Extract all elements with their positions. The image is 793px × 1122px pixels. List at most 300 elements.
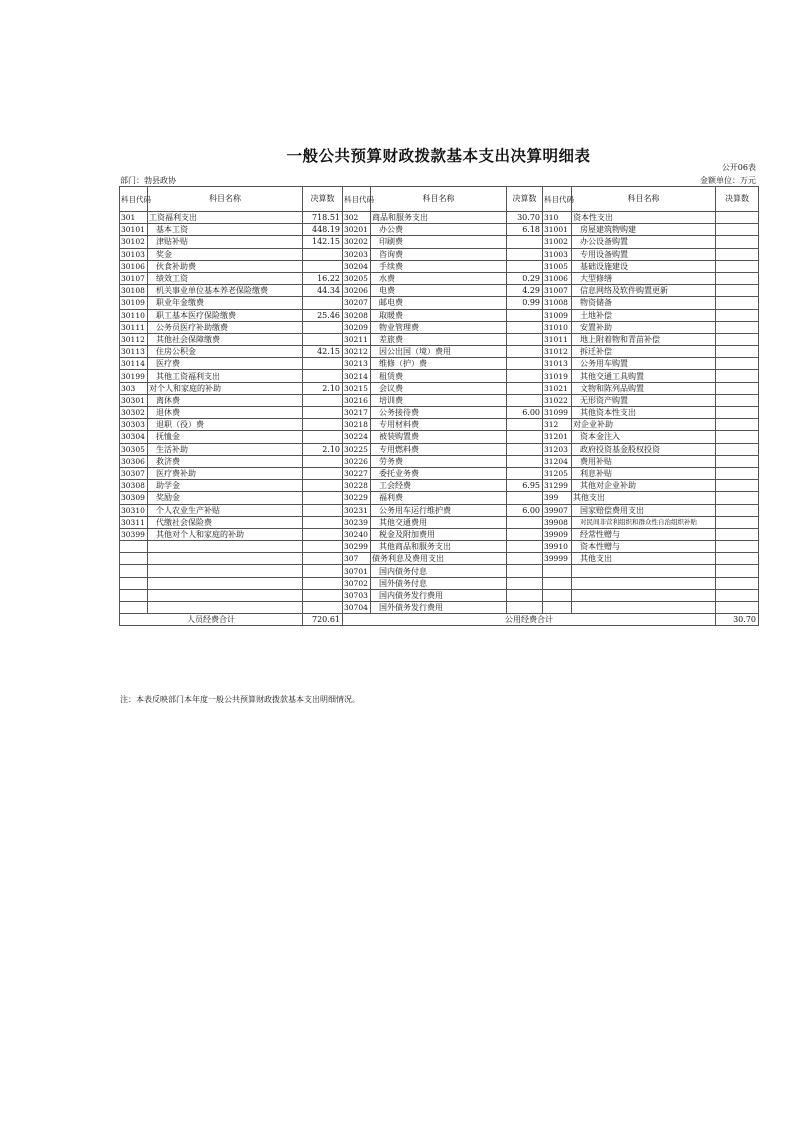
table-row (120, 565, 759, 577)
amount-value (303, 480, 343, 492)
amount-value (507, 553, 543, 565)
subject-code: 30212 (343, 346, 371, 358)
amount-value (507, 577, 543, 589)
table-body (120, 212, 759, 614)
subject-code: 312 (543, 419, 572, 431)
subject-code: 30102 (120, 236, 148, 248)
amount-value: 25.46 (303, 309, 343, 321)
amount-value (716, 309, 759, 321)
amount-value: 30.70 (507, 212, 543, 224)
subject-name: 手续费 (371, 260, 507, 272)
subject-name: 经常性赠与 (572, 528, 716, 540)
amount-value (303, 297, 343, 309)
subject-code: 30224 (343, 431, 371, 443)
subject-name: 物业管理费 (371, 321, 507, 333)
amount-value (507, 346, 543, 358)
subject-name (572, 602, 716, 614)
amount-value (507, 333, 543, 345)
subject-code: 39909 (543, 528, 572, 540)
subject-name: 因公出国（境）费用 (371, 346, 507, 358)
amount-value (716, 602, 759, 614)
subject-name: 资本性赠与 (572, 541, 716, 553)
amount-value (303, 248, 343, 260)
table-row (120, 224, 759, 236)
subject-code: 30101 (120, 224, 148, 236)
subject-name: 国内债务发行费用 (371, 589, 507, 601)
amount-value (303, 455, 343, 467)
amount-value (716, 248, 759, 260)
report-title: 一般公共预算财政拨款基本支出决算明细表 (286, 147, 591, 165)
amount-value (303, 577, 343, 589)
subject-code: 30201 (343, 224, 371, 236)
footnote: 注：本表反映部门本年度一般公共预算财政拨款基本支出明细情况。 (120, 695, 360, 704)
table-row (120, 394, 759, 406)
amount-value (716, 333, 759, 345)
amount-value: 718.51 (303, 212, 343, 224)
subject-code: 30112 (120, 333, 148, 345)
amount-value: 448.19 (303, 224, 343, 236)
amount-value (303, 602, 343, 614)
subject-name: 退职（役）费 (148, 419, 303, 431)
amount-value (507, 589, 543, 601)
table-row (120, 419, 759, 431)
subject-name: 医疗费 (148, 358, 303, 370)
header-amount-2: 决算数 (507, 187, 543, 212)
subject-name: 奖金 (148, 248, 303, 260)
amount-value: 0.29 (507, 272, 543, 284)
subject-code: 30215 (343, 382, 371, 394)
personnel-total-value: 720.61 (303, 614, 343, 626)
table-row (120, 516, 759, 528)
subject-name: 国外债务付息 (371, 577, 507, 589)
subject-name: 伙食补助费 (148, 260, 303, 272)
header-code-2: 科目代码 (343, 187, 371, 212)
subject-name: 医疗费补助 (148, 467, 303, 479)
subject-name (148, 577, 303, 589)
subject-name: 专用燃料费 (371, 443, 507, 455)
header-amount-1: 决算数 (303, 187, 343, 212)
amount-value (303, 565, 343, 577)
subject-code: 30214 (343, 370, 371, 382)
amount-value (716, 431, 759, 443)
amount-value: 44.34 (303, 285, 343, 297)
subject-name: 无形资产购置 (572, 394, 716, 406)
subject-code (543, 589, 572, 601)
subject-code: 30311 (120, 516, 148, 528)
amount-value (303, 516, 343, 528)
subject-name: 其他商品和服务支出 (371, 541, 507, 553)
subject-code: 30704 (343, 602, 371, 614)
subject-code (120, 577, 148, 589)
amount-value (303, 370, 343, 382)
subject-name: 大型修缮 (572, 272, 716, 284)
table-row (120, 467, 759, 479)
subject-name: 房屋建筑物购建 (572, 224, 716, 236)
subject-name: 会议费 (371, 382, 507, 394)
subject-name: 职工基本医疗保险缴费 (148, 309, 303, 321)
subject-code: 39999 (543, 553, 572, 565)
table-row (120, 504, 759, 516)
amount-value (507, 248, 543, 260)
subject-name: 印刷费 (371, 236, 507, 248)
amount-value: 6.18 (507, 224, 543, 236)
amount-value (716, 346, 759, 358)
table-row (120, 541, 759, 553)
subject-code: 30202 (343, 236, 371, 248)
amount-value (716, 382, 759, 394)
subject-name: 离休费 (148, 394, 303, 406)
table-row (120, 528, 759, 540)
amount-value (716, 224, 759, 236)
amount-value: 42.15 (303, 346, 343, 358)
amount-value (303, 431, 343, 443)
subject-name: 文物和陈列品购置 (572, 382, 716, 394)
subject-code: 30308 (120, 480, 148, 492)
subject-name: 津贴补贴 (148, 236, 303, 248)
amount-value (716, 236, 759, 248)
header-name-3: 科目名称 (572, 187, 716, 212)
amount-value (303, 589, 343, 601)
subject-code: 31005 (543, 260, 572, 272)
amount-value: 0.99 (507, 297, 543, 309)
amount-value (303, 407, 343, 419)
subject-name: 其他交通费用 (371, 516, 507, 528)
subject-name: 国内债务付息 (371, 565, 507, 577)
subject-code: 31001 (543, 224, 572, 236)
table-row (120, 272, 759, 284)
subject-name: 机关事业单位基本养老保险缴费 (148, 285, 303, 297)
subject-name: 福利费 (371, 492, 507, 504)
subject-name: 其他工资福利支出 (148, 370, 303, 382)
subject-name: 对民间非营利组织和群众性自治组织补贴 (572, 516, 716, 528)
amount-value: 16.22 (303, 272, 343, 284)
subject-code: 31009 (543, 309, 572, 321)
subject-name: 国家赔偿费用支出 (572, 504, 716, 516)
subject-name: 税金及附加费用 (371, 528, 507, 540)
amount-value (507, 443, 543, 455)
subject-code: 30399 (120, 528, 148, 540)
amount-value (507, 236, 543, 248)
subject-code: 31204 (543, 455, 572, 467)
table-row (120, 407, 759, 419)
amount-value: 6.95 (507, 480, 543, 492)
amount-value (303, 358, 343, 370)
subject-code: 30240 (343, 528, 371, 540)
subject-code: 31008 (543, 297, 572, 309)
subject-code: 301 (120, 212, 148, 224)
subject-code: 31002 (543, 236, 572, 248)
subject-name: 救济费 (148, 455, 303, 467)
amount-value (303, 504, 343, 516)
amount-value (716, 212, 759, 224)
subject-name: 公务接待费 (371, 407, 507, 419)
subject-name (572, 589, 716, 601)
form-number: 公开06表 (721, 163, 756, 172)
subject-code: 31011 (543, 333, 572, 345)
amount-value (716, 407, 759, 419)
subject-name: 工资福利支出 (148, 212, 303, 224)
subject-name: 对个人和家庭的补助 (148, 382, 303, 394)
amount-value (303, 553, 343, 565)
subject-name: 维修（护）费 (371, 358, 507, 370)
amount-value (303, 321, 343, 333)
subject-code: 30107 (120, 272, 148, 284)
subject-code: 30206 (343, 285, 371, 297)
amount-value (716, 321, 759, 333)
amount-value (716, 358, 759, 370)
amount-value (303, 260, 343, 272)
amount-value (716, 260, 759, 272)
subject-name: 物资储备 (572, 297, 716, 309)
amount-value (303, 333, 343, 345)
department-label: 部门：勃县政协 (120, 176, 176, 185)
subject-name: 公务员医疗补助缴费 (148, 321, 303, 333)
subject-code (120, 602, 148, 614)
subject-code: 30209 (343, 321, 371, 333)
amount-value (507, 455, 543, 467)
subject-code: 30111 (120, 321, 148, 333)
subject-code: 307 (343, 553, 371, 565)
subject-code (543, 565, 572, 577)
subject-code: 30229 (343, 492, 371, 504)
subject-code: 30106 (120, 260, 148, 272)
subject-code: 30108 (120, 285, 148, 297)
amount-value (303, 394, 343, 406)
header-code-1: 科目代码 (120, 187, 148, 212)
header-amount-3: 决算数 (716, 187, 759, 212)
amount-value (507, 321, 543, 333)
subject-code: 30217 (343, 407, 371, 419)
subject-code: 30227 (343, 467, 371, 479)
subject-name: 其他社会保障缴费 (148, 333, 303, 345)
subject-name (148, 553, 303, 565)
subject-name (148, 565, 303, 577)
public-total-value: 30.70 (716, 614, 759, 626)
subject-code: 30199 (120, 370, 148, 382)
subject-name: 其他资本性支出 (572, 407, 716, 419)
amount-value (716, 394, 759, 406)
table-row (120, 602, 759, 614)
table-row (120, 455, 759, 467)
subject-name: 租赁费 (371, 370, 507, 382)
subject-name: 其他支出 (572, 553, 716, 565)
subject-code: 30109 (120, 297, 148, 309)
public-total-label: 公用经费合计 (343, 614, 716, 626)
amount-value (716, 419, 759, 431)
table-row (120, 248, 759, 260)
table-row (120, 309, 759, 321)
subject-code: 30302 (120, 407, 148, 419)
subject-code: 30103 (120, 248, 148, 260)
amount-value (507, 528, 543, 540)
subject-name: 拆迁补偿 (572, 346, 716, 358)
amount-value (716, 467, 759, 479)
subject-name: 助学金 (148, 480, 303, 492)
totals-row (120, 614, 759, 626)
amount-value (716, 553, 759, 565)
table-row (120, 321, 759, 333)
subject-code (120, 589, 148, 601)
subject-name: 个人农业生产补贴 (148, 504, 303, 516)
amount-value (716, 370, 759, 382)
amount-value (716, 577, 759, 589)
table-row (120, 589, 759, 601)
amount-value (507, 602, 543, 614)
amount-value (716, 589, 759, 601)
subject-code: 31201 (543, 431, 572, 443)
amount-value (716, 272, 759, 284)
subject-name: 办公费 (371, 224, 507, 236)
subject-code: 30309 (120, 492, 148, 504)
subject-code: 30301 (120, 394, 148, 406)
amount-value (507, 516, 543, 528)
subject-name: 公务用车购置 (572, 358, 716, 370)
subject-name: 其他支出 (572, 492, 716, 504)
subject-name: 电费 (371, 285, 507, 297)
subject-code: 30304 (120, 431, 148, 443)
amount-value (716, 565, 759, 577)
subject-code: 30226 (343, 455, 371, 467)
table-row (120, 285, 759, 297)
subject-name: 取暖费 (371, 309, 507, 321)
amount-value: 142.15 (303, 236, 343, 248)
subject-name: 办公设备购置 (572, 236, 716, 248)
meta-row (120, 175, 758, 185)
subject-code: 30225 (343, 443, 371, 455)
subject-name: 利息补贴 (572, 467, 716, 479)
amount-value (507, 358, 543, 370)
amount-value (716, 504, 759, 516)
subject-code: 30703 (343, 589, 371, 601)
subject-code: 30306 (120, 455, 148, 467)
subject-code: 30701 (343, 565, 371, 577)
subject-code: 30299 (343, 541, 371, 553)
table-row (120, 370, 759, 382)
amount-value (507, 382, 543, 394)
subject-name: 退休费 (148, 407, 303, 419)
subject-name: 抚恤金 (148, 431, 303, 443)
subject-name: 公务用车运行维护费 (371, 504, 507, 516)
amount-value (716, 285, 759, 297)
subject-name: 土地补偿 (572, 309, 716, 321)
subject-code: 31007 (543, 285, 572, 297)
subject-name (572, 565, 716, 577)
subject-name: 其他对企业补助 (572, 480, 716, 492)
subject-code: 31022 (543, 394, 572, 406)
table-row (120, 553, 759, 565)
subject-code: 30231 (343, 504, 371, 516)
amount-value (716, 541, 759, 553)
subject-name: 债务利息及费用支出 (371, 553, 507, 565)
header-name-2: 科目名称 (371, 187, 507, 212)
subject-code: 30204 (343, 260, 371, 272)
amount-value (716, 492, 759, 504)
amount-value (507, 431, 543, 443)
subject-code: 30216 (343, 394, 371, 406)
subject-name: 基本工资 (148, 224, 303, 236)
subject-code: 39907 (543, 504, 572, 516)
subject-name: 专用材料费 (371, 419, 507, 431)
subject-name: 对企业补助 (572, 419, 716, 431)
subject-name: 被装购置费 (371, 431, 507, 443)
subject-name: 商品和服务支出 (371, 212, 507, 224)
amount-value (716, 528, 759, 540)
subject-code: 30208 (343, 309, 371, 321)
amount-value (507, 492, 543, 504)
subject-name: 其他交通工具购置 (572, 370, 716, 382)
subject-name: 职业年金缴费 (148, 297, 303, 309)
subject-name: 安置补助 (572, 321, 716, 333)
table-row (120, 431, 759, 443)
subject-code (120, 565, 148, 577)
subject-code: 30305 (120, 443, 148, 455)
subject-code: 30239 (343, 516, 371, 528)
table-row (120, 346, 759, 358)
subject-code: 30702 (343, 577, 371, 589)
amount-value: 6.00 (507, 407, 543, 419)
subject-name: 其他对个人和家庭的补助 (148, 528, 303, 540)
subject-name: 劳务费 (371, 455, 507, 467)
amount-value (507, 419, 543, 431)
subject-code: 30218 (343, 419, 371, 431)
subject-name (572, 577, 716, 589)
subject-code: 310 (543, 212, 572, 224)
subject-name: 委托业务费 (371, 467, 507, 479)
amount-value (507, 394, 543, 406)
subject-name: 代缴社会保险费 (148, 516, 303, 528)
table-row (120, 577, 759, 589)
table-row (120, 480, 759, 492)
amount-value (507, 370, 543, 382)
amount-value (716, 516, 759, 528)
amount-value (303, 492, 343, 504)
subject-code: 31013 (543, 358, 572, 370)
subject-code: 31099 (543, 407, 572, 419)
subject-code: 31203 (543, 443, 572, 455)
amount-value: 6.00 (507, 504, 543, 516)
amount-value (716, 297, 759, 309)
subject-code: 399 (543, 492, 572, 504)
subject-name: 基础设施建设 (572, 260, 716, 272)
personnel-total-label: 人员经费合计 (120, 614, 303, 626)
subject-code: 30113 (120, 346, 148, 358)
amount-value (507, 565, 543, 577)
subject-code (543, 602, 572, 614)
subject-name: 绩效工资 (148, 272, 303, 284)
amount-value (716, 480, 759, 492)
subject-name: 咨询费 (371, 248, 507, 260)
subject-code: 30310 (120, 504, 148, 516)
subject-code (543, 577, 572, 589)
subject-code: 30228 (343, 480, 371, 492)
subject-name: 水费 (371, 272, 507, 284)
subject-code: 31006 (543, 272, 572, 284)
subject-code: 39910 (543, 541, 572, 553)
subject-name (148, 589, 303, 601)
amount-value: 2.10 (303, 382, 343, 394)
subject-code: 31021 (543, 382, 572, 394)
subject-name (148, 541, 303, 553)
amount-value (303, 541, 343, 553)
amount-value (507, 467, 543, 479)
table-row (120, 358, 759, 370)
subject-name: 资本金注入 (572, 431, 716, 443)
amount-unit-label: 金额单位：万元 (700, 176, 756, 185)
subject-code: 31299 (543, 480, 572, 492)
subject-code: 30213 (343, 358, 371, 370)
subject-code: 30307 (120, 467, 148, 479)
subject-name: 奖励金 (148, 492, 303, 504)
